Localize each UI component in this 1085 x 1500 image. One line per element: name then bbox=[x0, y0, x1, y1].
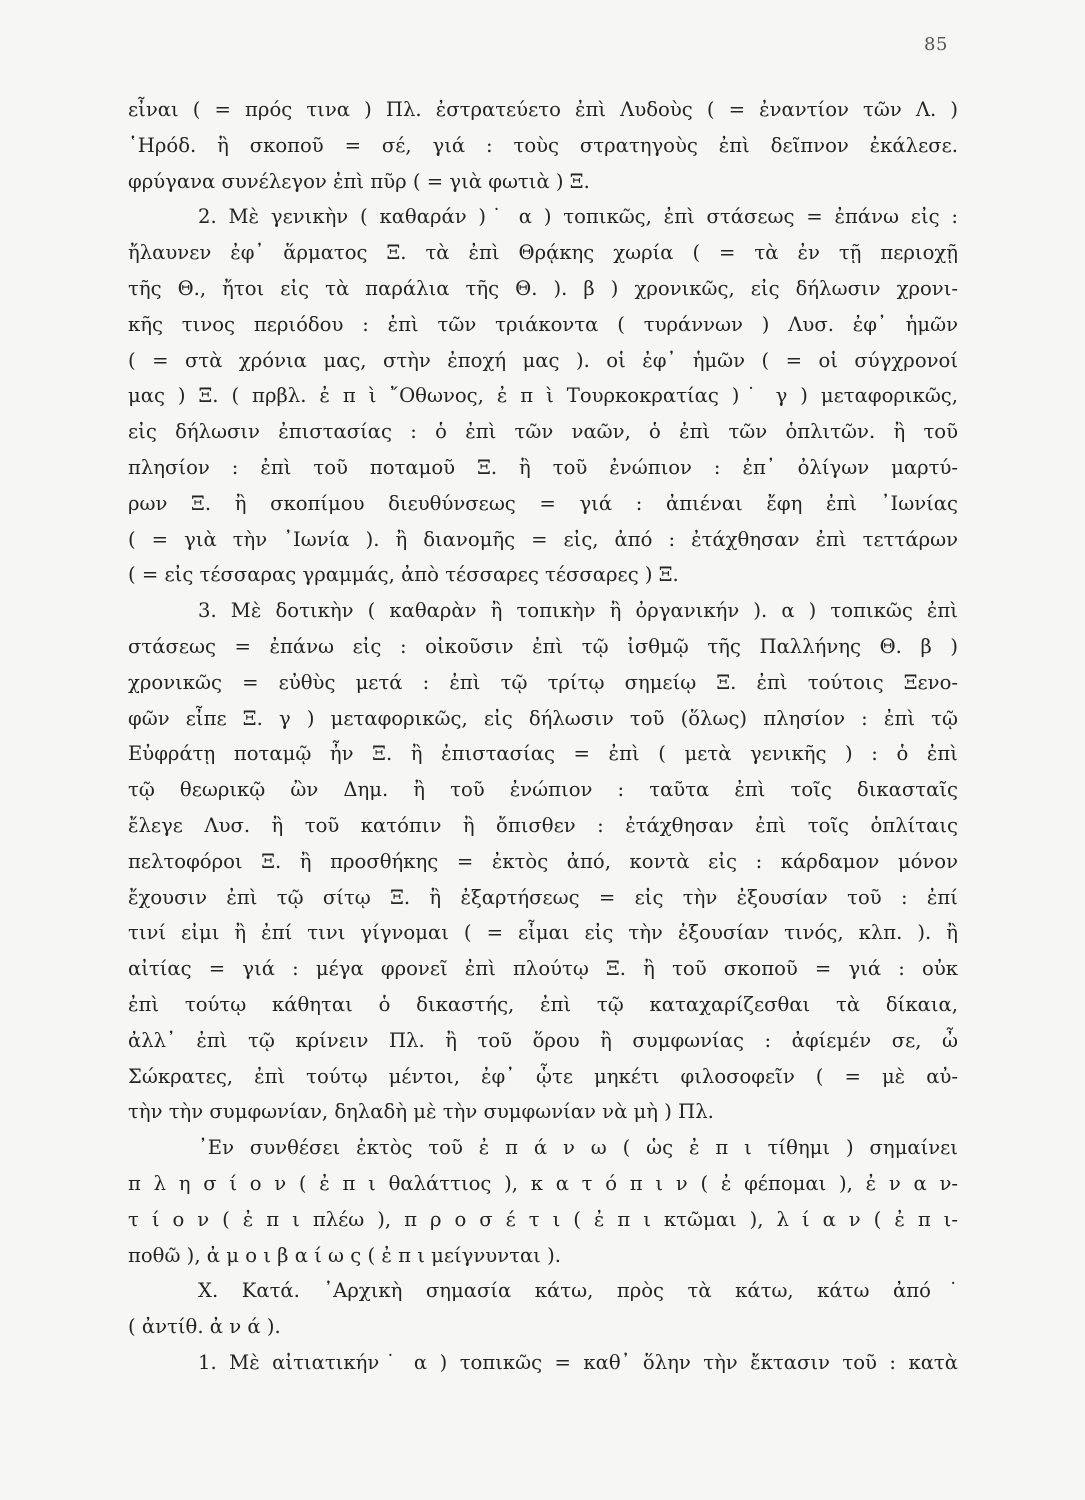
text-line: κῆς τινος περιόδου : ἐπὶ τῶν τριάκοντα ( τυράννων ) Λυσ. ἐφ᾽ ἡμῶν bbox=[128, 312, 958, 336]
text-line: χρονικῶς = εὐθὺς μετά : ἐπὶ τῷ τρίτῳ σημείῳ Ξ. ἐπὶ τούτοις Ξενο- bbox=[128, 670, 958, 694]
paragraph-start-line: 1. Μὲ αἰτιατικήν˙ α ) τοπικῶς = καθ᾽ ὅλην τὴν ἔκτασιν τοῦ : κατὰ bbox=[198, 1350, 958, 1374]
page-number: 85 bbox=[924, 34, 948, 55]
text-line: στάσεως = ἐπάνω εἰς : οἰκοῦσιν ἐπὶ τῷ ἰσθμῷ τῆς Παλλήνης Θ. β ) bbox=[128, 634, 958, 658]
text-line: τῷ θεωρικῷ ὢν Δημ. ἢ τοῦ ἐνώπιον : ταῦτα ἐπὶ τοῖς δικασταῖς bbox=[128, 778, 958, 802]
text-line: ( ἀντίθ. ἀ ν ά ). bbox=[128, 1315, 281, 1339]
text-line: εἶναι ( = πρός τινα ) Πλ. ἐστρατεύετο ἐπὶ Λυδοὺς ( = ἐναντίον τῶν Λ. ) bbox=[128, 98, 958, 121]
text-line: ἤλαυνεν ἐφ᾽ ἅρματος Ξ. τὰ ἐπὶ Θρᾴκης χωρία ( = τὰ ἐν τῇ περιοχῇ bbox=[128, 241, 958, 265]
text-line: ( = στὰ χρόνια μας, στὴν ἐποχή μας ). οἱ ἐφ᾽ ἡμῶν ( = οἱ σύγχρονοί bbox=[128, 348, 958, 372]
text-line: πλησίον : ἐπὶ τοῦ ποταμοῦ Ξ. ἢ τοῦ ἐνώπιον : ἐπ᾽ ὀλίγων μαρτύ- bbox=[128, 455, 958, 479]
text-line: ῾Ηρόδ. ἢ σκοποῦ = σέ, γιά : τοὺς στρατηγοὺς ἐπὶ δεῖπνον ἐκάλεσε. bbox=[128, 133, 958, 157]
text-line: ( = γιὰ τὴν ᾽Ιωνία ). ἢ διανομῆς = εἰς, ἀπό : ἐτάχθησαν ἐπὶ τεττάρων bbox=[128, 527, 958, 551]
section-heading-line: Χ. Κατά. ᾽Αρχικὴ σημασία κάτω, πρὸς τὰ κάτω, κάτω ἀπό˙ bbox=[198, 1279, 958, 1303]
text-line: μας ) Ξ. ( πρβλ. ἐ π ὶ ῎Οθωνος, ἐ π ὶ Τουρκοκρατίας )˙ γ ) μεταφορικῶς, bbox=[128, 384, 958, 408]
text-line: ἐπὶ τούτῳ κάθηται ὁ δικαστής, ἐπὶ τῷ καταχαρίζεσθαι τὰ δίκαια, bbox=[128, 992, 958, 1016]
text-line: τινί εἰμι ἢ ἐπί τινι γίγνομαι ( = εἶμαι εἰς τὴν ἐξουσίαν τινός, κλπ. ). ἢ bbox=[128, 921, 958, 945]
text-line: Εὐφράτῃ ποταμῷ ἦν Ξ. ἢ ἐπιστασίας = ἐπὶ ( μετὰ γενικῆς ) : ὁ ἐπὶ bbox=[128, 742, 958, 766]
text-line: αἰτίας = γιά : μέγα φρονεῖ ἐπὶ πλούτῳ Ξ. ἢ τοῦ σκοποῦ = γιά : οὐκ bbox=[128, 957, 958, 981]
text-line: τ ί ο ν ( ἐ π ι πλέω ), π ρ ο σ έ τ ι ( ἐ π ι κτῶμαι ), λ ί α ν ( ἐ π ι- bbox=[128, 1207, 958, 1231]
text-line: ἔχουσιν ἐπὶ τῷ σίτῳ Ξ. ἢ ἐξαρτήσεως = εἰς τὴν ἐξουσίαν τοῦ : ἐπί bbox=[128, 885, 958, 909]
text-line: ρων Ξ. ἢ σκοπίμου διευθύνσεως = γιά : ἀπιέναι ἔφη ἐπὶ ᾽Ιωνίας bbox=[128, 491, 958, 515]
text-line: Σώκρατες, ἐπὶ τούτῳ μέντοι, ἐφ᾽ ᾧτε μηκέτι φιλοσοφεῖν ( = μὲ αὐ- bbox=[128, 1064, 958, 1088]
text-line: π λ η σ ί ο ν ( ἐ π ι θαλάττιος ), κ α τ ό π ι ν ( ἐ φέπομαι ), ἐ ν α ν- bbox=[128, 1171, 958, 1195]
paragraph-start-line: ᾽Εν συνθέσει ἐκτὸς τοῦ ἐ π ά ν ω ( ὡς ἐ π ι τίθημι ) σημαίνει bbox=[198, 1136, 958, 1160]
page-body bbox=[128, 92, 958, 1381]
text-line: τῆς Θ., ἤτοι εἰς τὰ παράλια τῆς Θ. ). β ) χρονικῶς, εἰς δήλωσιν χρονι- bbox=[128, 276, 958, 300]
text-line: πελτοφόροι Ξ. ἢ προσθήκης = ἐκτὸς ἀπό, κοντὰ εἰς : κάρδαμον μόνον bbox=[128, 849, 958, 873]
text-line: φρύγανα συνέλεγον ἐπὶ πῦρ ( = γιὰ φωτιὰ ) Ξ. bbox=[128, 169, 590, 193]
text-line: ἔλεγε Λυσ. ἢ τοῦ κατόπιν ἢ ὄπισθεν : ἐτάχθησαν ἐπὶ τοῖς ὁπλίταις bbox=[128, 813, 958, 837]
text-line: ἀλλ᾽ ἐπὶ τῷ κρίνειν Πλ. ἢ τοῦ ὅρου ἢ συμφωνίας : ἀφίεμέν σε, ὦ bbox=[128, 1028, 958, 1052]
paragraph-start-line: 2. Μὲ γενικὴν ( καθαράν )˙ α ) τοπικῶς, ἐπὶ στάσεως = ἐπάνω εἰς : bbox=[198, 205, 958, 229]
text-line: φῶν εἶπε Ξ. γ ) μεταφορικῶς, εἰς δήλωσιν τοῦ (ὅλως) πλησίον : ἐπὶ τῷ bbox=[128, 706, 958, 730]
text-line: τὴν τὴν συμφωνίαν, δηλαδὴ μὲ τὴν συμφωνίαν νὰ μὴ ) Πλ. bbox=[128, 1100, 714, 1124]
paragraph-start-line: 3. Μὲ δοτικὴν ( καθαρὰν ἢ τοπικὴν ἢ ὀργανικήν ). α ) τοπικῶς ἐπὶ bbox=[198, 599, 958, 623]
text-line: ποθῶ ), ἀ μ ο ι β α ί ω ς ( ἐ π ι μείγνυνται ). bbox=[128, 1243, 561, 1267]
text-line: ( = εἰς τέσσαρας γραμμάς, ἀπὸ τέσσαρες τέσσαρες ) Ξ. bbox=[128, 563, 679, 587]
text-line: εἰς δήλωσιν ἐπιστασίας : ὁ ἐπὶ τῶν ναῶν, ὁ ἐπὶ τῶν ὁπλιτῶν. ἢ τοῦ bbox=[128, 420, 958, 444]
